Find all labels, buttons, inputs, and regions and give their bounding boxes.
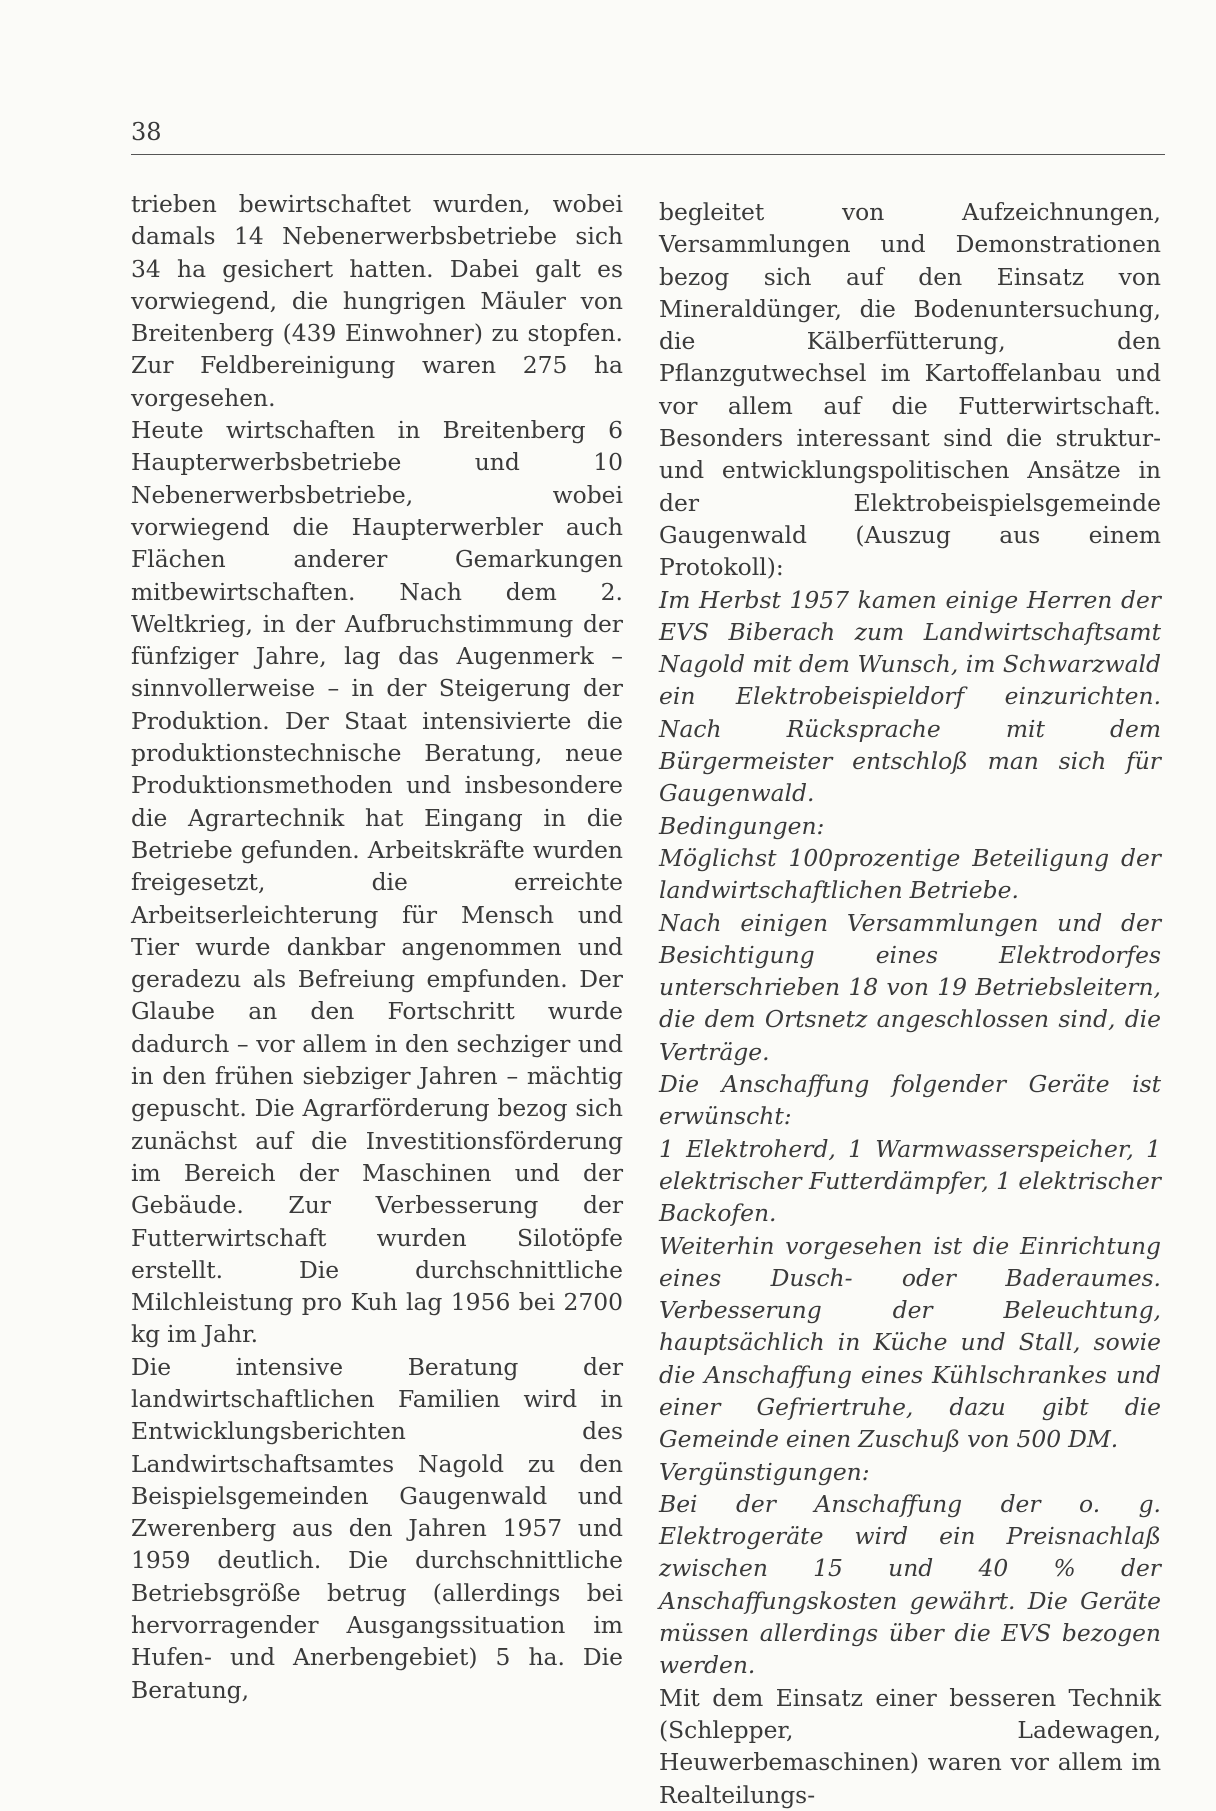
protocol-paragraph: Nach einigen Versammlungen und der Besichtigung eines Elektrodorfes unterschrieben 18 von 19 Betriebsleitern, die dem Ortsnetz angeschlossen sind, die Verträge. <box>659 908 1161 1066</box>
protocol-paragraph: Möglichst 100prozentige Beteiligung der landwirtschaftlichen Betriebe. <box>659 843 1161 905</box>
paragraph: begleitet von Aufzeichnungen, Versammlungen und Demonstrationen bezog sich auf den Einsatz von Mineraldünger, die Bodenuntersuchung, die Kälberfütterung, den Pflanzgutwechsel im Kartoffelanbau und vor allem auf die Futterwirtschaft. Besonders interessant sind die struktur- und entwicklungspolitischen Ansätze in der Elektrobeispielsgemeinde Gaugenwald (Auszug aus einem Protokoll): <box>659 198 1161 582</box>
paragraph: trieben bewirtschaftet wurden, wobei damals 14 Nebenerwerbsbetriebe sich 34 ha gesichert hatten. Dabei galt es vorwiegend, die hungrigen Mäuler von Breitenberg (439 Einwohner) zu stopfen. Zur Feldbereinigung waren 275 ha vorgesehen. <box>131 190 623 412</box>
header-rule <box>131 154 1165 155</box>
right-column <box>659 196 1161 1811</box>
protocol-paragraph: Die Anschaffung folgender Geräte ist erwünscht: <box>659 1070 1161 1131</box>
left-column <box>131 188 623 1706</box>
paragraph: Mit dem Einsatz einer besseren Technik (Schlepper, Ladewagen, Heuwerbemaschinen) waren vor allem im Realteilungs- <box>659 1683 1161 1809</box>
protocol-heading: Bedingungen: <box>659 811 825 840</box>
protocol-heading: Vergünstigungen: <box>659 1457 870 1486</box>
paragraph: Die intensive Beratung der landwirtschaftlichen Familien wird in Entwicklungsberichten des Landwirtschaftsamtes Nagold zu den Beispielsgemeinden Gaugenwald und Zwerenberg aus den Jahren 1957 und 1959 deutlich. Die durchschnittliche Betriebsgröße betrug (allerdings bei hervorragender Ausgangssituation im Hufen- und Anerbengebiet) 5 ha. Die Beratung, <box>131 1352 623 1704</box>
protocol-paragraph: 1 Elektroherd, 1 Warmwasserspeicher, 1 elektrischer Futterdämpfer, 1 elektrischer Backofen. <box>659 1134 1161 1228</box>
paragraph: Heute wirtschaften in Breitenberg 6 Haupterwerbsbetriebe und 10 Nebenerwerbsbetriebe, wobei vorwiegend die Haupterwerbler auch Flächen anderer Gemarkungen mitbewirtschaften. Nach dem 2. Weltkrieg, in der Aufbruchstimmung der fünfziger Jahre, lag das Augenmerk – sinnvollerweise – in der Steigerung der Produktion. Der Staat intensivierte die produktionstechnische Beratung, neue Produktionsmethoden und insbesondere die Agrartechnik hat Eingang in die Betriebe gefunden. Arbeitskräfte wurden freigesetzt, die erreichte Arbeitserleichterung für Mensch und Tier wurde dankbar angenommen und geradezu als Befreiung empfunden. Der Glaube an den Fortschritt wurde dadurch – vor allem in den sechziger und in den frühen siebziger Jahren – mächtig gepuscht. Die Agrarförderung bezog sich zunächst auf die Investitionsförderung im Bereich der Maschinen und der Gebäude. Zur Verbesserung der Futterwirtschaft wurden Silotöpfe erstellt. Die durchschnittliche Milchleistung pro Kuh lag 1956 bei 2700 kg im Jahr. <box>131 416 623 1349</box>
protocol-paragraph: Weiterhin vorgesehen ist die Einrichtung eines Dusch- oder Baderaumes. Verbesserung der Beleuchtung, hauptsächlich in Küche und Stall, sowie die Anschaffung eines Kühlschrankes und einer Gefriertruhe, dazu gibt die Gemeinde einen Zuschuß von 500 DM. <box>659 1231 1161 1454</box>
protocol-paragraph: Bei der Anschaffung der o. g. Elektrogeräte wird ein Preisnachlaß zwischen 15 und 40 % der Anschaffungskosten gewährt. Die Geräte müssen allerdings über die EVS bezogen werden. <box>659 1489 1161 1680</box>
page-number: 38 <box>131 118 162 146</box>
protocol-paragraph: Im Herbst 1957 kamen einige Herren der EVS Biberach zum Landwirtschaftsamt Nagold mit dem Wunsch, im Schwarzwald ein Elektrobeispieldorf einzurichten. Nach Rücksprache mit dem Bürgermeister entschloß man sich für Gaugenwald. <box>659 585 1161 808</box>
